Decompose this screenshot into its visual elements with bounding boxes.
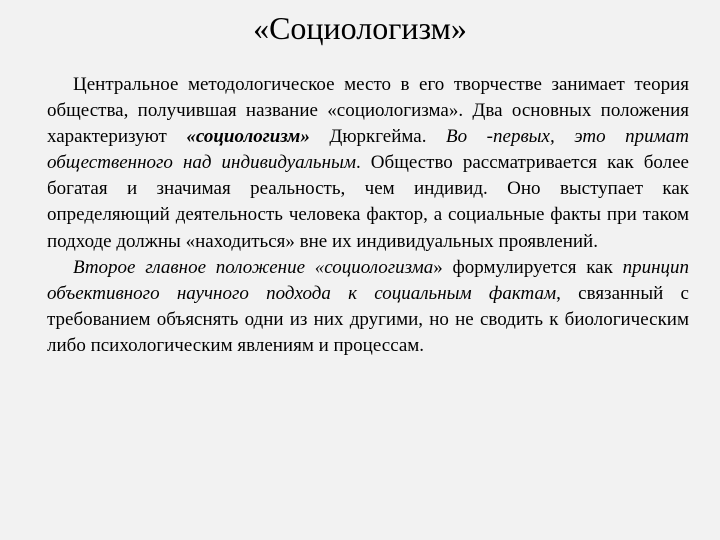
paragraph2-text-2: , связанный с требованием объяснять одни из них другими, но не сводить к биологическим либо психологическим явлениям и процессам.	[47, 282, 689, 356]
paragraph1-italic-primacy: Во -первых, это примат общественного над индивидуальным	[47, 126, 690, 174]
paragraph2-italic-objective-approach: принцип объективного научного подхода к социальным фактам	[47, 256, 689, 304]
paragraph1-text-1: Центральное методологическое место в его творчестве занимает теория общества, получившая название «социологизма». Два основных положения характеризуют	[47, 74, 689, 148]
paragraph1-text-2: Дюркгейма.	[309, 126, 447, 148]
slide-title: «Социологизм»	[253, 10, 467, 46]
paragraph2-italic-second-principle: Второе главное положение «социологизма	[73, 256, 434, 278]
paragraph-sociologism-principles	[47, 72, 689, 255]
paragraph2-text-1: » формулируется как	[433, 256, 623, 278]
paragraph1-text-3: . Общество рассматривается как более богатая и значимая реальность, чем индивид. Оно выступает как определяющий деятельность человека фактор, а социальные факты при таком подходе должны «находиться» вне их индивидуальных проявлений.	[47, 152, 689, 252]
paragraph1-emphasis-sociologism: «социологизм»	[186, 126, 310, 148]
paragraph-second-principle	[47, 255, 689, 359]
slide-body	[47, 72, 689, 359]
